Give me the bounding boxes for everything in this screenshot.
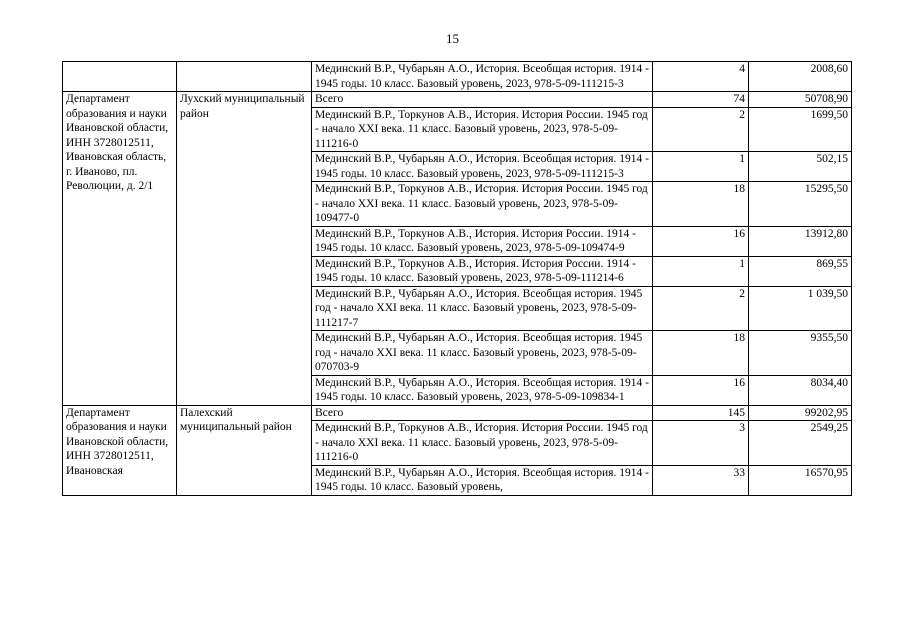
quantity-cell: 16 [653,375,749,405]
sum-cell: 8034,40 [749,375,852,405]
sum-cell: 2549,25 [749,421,852,466]
table-row [63,405,852,421]
quantity-cell: 74 [653,92,749,108]
organization-cell: Департамент образования и науки Ивановской области, ИНН 3728012511, Ивановская область, г. Иваново, пл. Революции, д. 2/1 [63,92,177,406]
sum-cell: 1 039,50 [749,286,852,331]
quantity-cell: 4 [653,62,749,92]
sum-cell: 9355,50 [749,331,852,376]
sum-cell: 50708,90 [749,92,852,108]
table-body [63,62,852,496]
textbook-cell: Мединский В.Р., Торкунов А.В., История. История России. 1945 год - начало XXI века. 11 класс. Базовый уровень, 2023, 978-5-09-109477-0 [312,182,653,227]
district-cell [177,62,312,92]
organization-cell: Департамент образования и науки Ивановской области, ИНН 3728012511, Ивановская [63,405,177,495]
quantity-cell: 3 [653,421,749,466]
sum-cell: 869,55 [749,256,852,286]
textbook-cell: Мединский В.Р., Торкунов А.В., История. История России. 1914 - 1945 годы. 10 класс. Базовый уровень, 2023, 978-5-09-109474-9 [312,226,653,256]
sum-cell: 99202,95 [749,405,852,421]
quantity-cell: 18 [653,331,749,376]
quantity-cell: 33 [653,465,749,495]
sum-cell: 2008,60 [749,62,852,92]
quantity-cell: 2 [653,286,749,331]
district-cell: Лухский муниципальный район [177,92,312,406]
textbook-cell: Мединский В.Р., Чубарьян А.О., История. Всеобщая история. 1945 год - начало XXI века. 11 класс. Базовый уровень, 2023, 978-5-09-111217-7 [312,286,653,331]
quantity-cell: 2 [653,107,749,152]
total-label-cell: Всего [312,405,653,421]
sum-cell: 13912,80 [749,226,852,256]
quantity-cell: 16 [653,226,749,256]
sum-cell: 16570,95 [749,465,852,495]
table-row [63,92,852,108]
distribution-table [62,61,852,496]
page-number: 15 [446,31,459,46]
sum-cell: 1699,50 [749,107,852,152]
district-cell: Палехский муниципальный район [177,405,312,495]
textbook-cell: Мединский В.Р., Чубарьян А.О., История. Всеобщая история. 1914 - 1945 годы. 10 класс. Базовый уровень, 2023, 978-5-09-111215-3 [312,62,653,92]
textbook-cell: Мединский В.Р., Чубарьян А.О., История. Всеобщая история. 1914 - 1945 годы. 10 класс. Базовый уровень, 2023, 978-5-09-109834-1 [312,375,653,405]
textbook-cell: Мединский В.Р., Чубарьян А.О., История. Всеобщая история. 1945 год - начало XXI века. 11 класс. Базовый уровень, 2023, 978-5-09-070703-9 [312,331,653,376]
quantity-cell: 1 [653,256,749,286]
textbook-cell: Мединский В.Р., Торкунов А.В., История. История России. 1945 год - начало XXI века. 11 класс. Базовый уровень, 2023, 978-5-09-111216-0 [312,421,653,466]
organization-cell [63,62,177,92]
total-label-cell: Всего [312,92,653,108]
table-row [63,62,852,92]
quantity-cell: 145 [653,405,749,421]
textbook-cell: Мединский В.Р., Торкунов А.В., История. История России. 1914 - 1945 годы. 10 класс. Базовый уровень, 2023, 978-5-09-111214-6 [312,256,653,286]
textbook-cell: Мединский В.Р., Чубарьян А.О., История. Всеобщая история. 1914 - 1945 годы. 10 класс. Базовый уровень, [312,465,653,495]
sum-cell: 15295,50 [749,182,852,227]
textbook-cell: Мединский В.Р., Торкунов А.В., История. История России. 1945 год - начало XXI века. 11 класс. Базовый уровень, 2023, 978-5-09-111216-0 [312,107,653,152]
quantity-cell: 18 [653,182,749,227]
sum-cell: 502,15 [749,152,852,182]
quantity-cell: 1 [653,152,749,182]
textbook-cell: Мединский В.Р., Чубарьян А.О., История. Всеобщая история. 1914 - 1945 годы. 10 класс. Базовый уровень, 2023, 978-5-09-111215-3 [312,152,653,182]
